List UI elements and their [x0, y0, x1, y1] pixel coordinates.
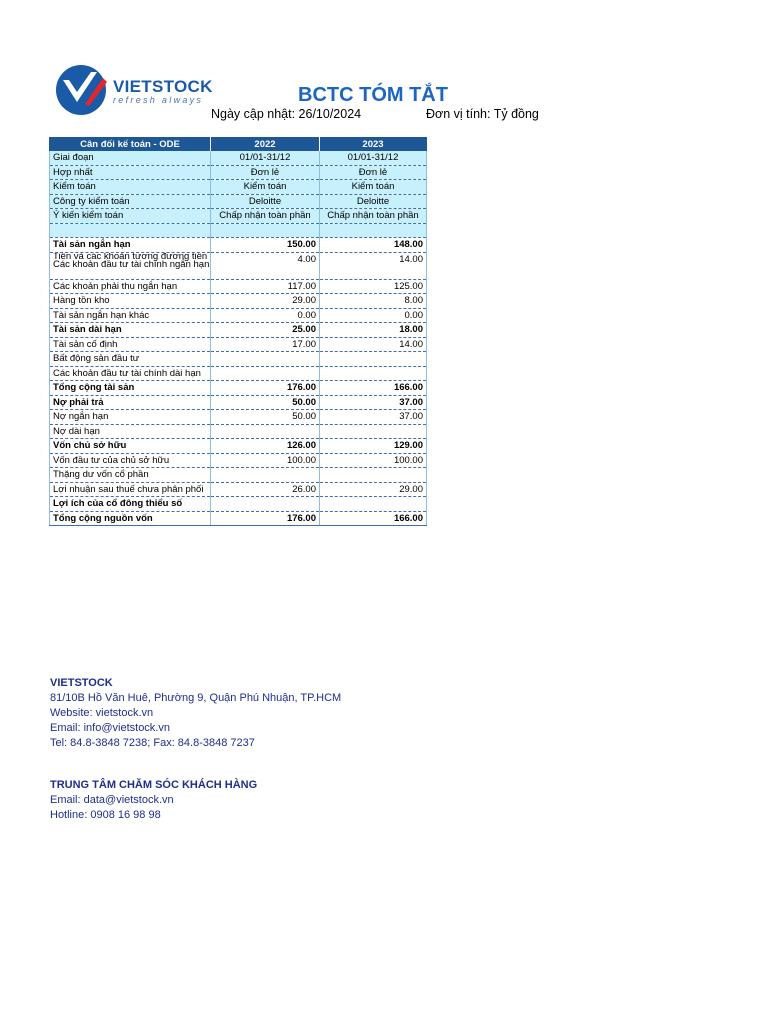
- value-2022: [211, 468, 320, 483]
- row-label: Các khoản đầu tư tài chính dài hạn: [50, 366, 211, 381]
- customer-service-hotline: Hotline: 0908 16 98 98: [50, 809, 161, 821]
- info-value-2023: Đơn lẻ: [320, 165, 427, 180]
- row-label: Tổng cộng nguồn vốn: [50, 511, 211, 526]
- row-label: Tài sản cố định: [50, 337, 211, 352]
- row-label: Các khoản phải thu ngắn hạn: [50, 279, 211, 294]
- row-label: Tiền và các khoản tương đương tiền: [53, 252, 208, 262]
- table-row: [50, 453, 427, 468]
- table-row: [50, 497, 427, 512]
- value-2022: 126.00: [211, 439, 320, 454]
- info-row: [50, 180, 427, 195]
- info-row: [50, 165, 427, 180]
- table-row: [50, 294, 427, 309]
- value-2022: 50.00: [211, 395, 320, 410]
- column-header-2022: 2022: [211, 137, 320, 151]
- table-row: [50, 381, 427, 396]
- value-2022: 100.00: [211, 453, 320, 468]
- info-value-2022: Kiểm toán: [211, 180, 320, 195]
- value-2022: 25.00: [211, 323, 320, 338]
- company-website[interactable]: Website: vietstock.vn: [50, 707, 154, 719]
- table-row: [50, 238, 427, 253]
- customer-service-contact: [50, 778, 257, 823]
- table-row: [50, 482, 427, 497]
- table-row: [50, 337, 427, 352]
- row-label-overlap: Các khoản đầu tư tài chính ngắn hạn: [53, 258, 210, 270]
- column-header-label: Cân đối kế toán - ODE: [50, 137, 211, 151]
- vietstock-logo-icon: [55, 62, 115, 118]
- value-2022: [211, 352, 320, 367]
- value-2022: 4.00: [211, 252, 320, 279]
- value-2023: 18.00: [320, 323, 427, 338]
- logo-tagline: refresh always: [113, 95, 204, 105]
- value-2023: 166.00: [320, 381, 427, 396]
- value-2023: 14.00: [320, 252, 427, 279]
- value-2022: 176.00: [211, 511, 320, 526]
- info-label: Ý kiến kiểm toán: [50, 209, 211, 224]
- value-2023: 148.00: [320, 238, 427, 253]
- table-header-row: [50, 137, 427, 151]
- update-date: Ngày cập nhật: 26/10/2024: [211, 107, 362, 121]
- customer-service-email[interactable]: Email: data@vietstock.vn: [50, 794, 174, 806]
- row-label: Tài sản dài hạn: [50, 323, 211, 338]
- value-2022: 29.00: [211, 294, 320, 309]
- value-2023: [320, 366, 427, 381]
- row-label: Vốn đầu tư của chủ sở hữu: [50, 453, 211, 468]
- value-2023: 100.00: [320, 453, 427, 468]
- table-row: [50, 252, 427, 279]
- value-2023: [320, 468, 427, 483]
- company-contact: [50, 676, 341, 751]
- value-2022: [211, 424, 320, 439]
- value-2022: [211, 497, 320, 512]
- info-row: [50, 151, 427, 165]
- value-2022: 117.00: [211, 279, 320, 294]
- value-2023: 0.00: [320, 308, 427, 323]
- info-value-2023: Deloitte: [320, 194, 427, 209]
- value-2023: 125.00: [320, 279, 427, 294]
- table-row: [50, 395, 427, 410]
- info-value-2022: Chấp nhận toàn phần: [211, 209, 320, 224]
- value-2023: 37.00: [320, 410, 427, 425]
- row-label: Thặng dư vốn cổ phần: [50, 468, 211, 483]
- spacer-row: [50, 223, 427, 238]
- table-row: [50, 323, 427, 338]
- column-header-2023: 2023: [320, 137, 427, 151]
- value-2023: [320, 424, 427, 439]
- unit-label: Đơn vị tính: Tỷ đồng: [426, 107, 539, 121]
- table-row: [50, 308, 427, 323]
- info-label: Giai đoạn: [50, 151, 211, 165]
- row-label: Nợ ngắn hạn: [50, 410, 211, 425]
- value-2023: 14.00: [320, 337, 427, 352]
- table-row: [50, 424, 427, 439]
- info-row: [50, 209, 427, 224]
- value-2023: 166.00: [320, 511, 427, 526]
- table-row: [50, 439, 427, 454]
- row-label: Bất động sản đầu tư: [50, 352, 211, 367]
- row-label: Nợ phải trả: [50, 395, 211, 410]
- info-value-2022: Deloitte: [211, 194, 320, 209]
- table-row: [50, 366, 427, 381]
- value-2023: [320, 497, 427, 512]
- page-title: BCTC TÓM TẮT: [298, 84, 448, 106]
- info-value-2022: 01/01-31/12: [211, 151, 320, 165]
- info-label: Hợp nhất: [50, 165, 211, 180]
- value-2023: 37.00: [320, 395, 427, 410]
- row-label: Tài sản ngắn hạn khác: [50, 308, 211, 323]
- vietstock-logo: [55, 62, 215, 118]
- spacer-cell: [320, 223, 427, 238]
- company-phone: Tel: 84.8-3848 7238; Fax: 84.8-3848 7237: [50, 737, 255, 749]
- value-2022: 0.00: [211, 308, 320, 323]
- value-2022: 150.00: [211, 238, 320, 253]
- info-value-2022: Đơn lẻ: [211, 165, 320, 180]
- value-2023: 129.00: [320, 439, 427, 454]
- logo-text: VIETSTOCK: [113, 77, 213, 96]
- value-2022: [211, 366, 320, 381]
- value-2023: [320, 352, 427, 367]
- row-label: Tài sản ngắn hạn: [50, 238, 211, 253]
- row-label: Lợi nhuận sau thuế chưa phân phối: [50, 482, 211, 497]
- row-label: Tổng cộng tài sản: [50, 381, 211, 396]
- value-2022: 176.00: [211, 381, 320, 396]
- row-label: Hàng tồn kho: [50, 294, 211, 309]
- info-label: Kiểm toán: [50, 180, 211, 195]
- balance-sheet-table: [49, 137, 427, 526]
- value-2023: 8.00: [320, 294, 427, 309]
- row-label: Nợ dài hạn: [50, 424, 211, 439]
- info-value-2023: Chấp nhận toàn phần: [320, 209, 427, 224]
- value-2023: 29.00: [320, 482, 427, 497]
- company-email[interactable]: Email: info@vietstock.vn: [50, 722, 170, 734]
- info-label: Công ty kiểm toán: [50, 194, 211, 209]
- company-name: VIETSTOCK: [50, 677, 113, 689]
- table-row: [50, 352, 427, 367]
- value-2022: 50.00: [211, 410, 320, 425]
- info-row: [50, 194, 427, 209]
- company-address: 81/10B Hồ Văn Huê, Phường 9, Quận Phú Nhuận, TP.HCM: [50, 692, 342, 704]
- value-2022: 17.00: [211, 337, 320, 352]
- row-label: Vốn chủ sở hữu: [50, 439, 211, 454]
- table-row: [50, 410, 427, 425]
- value-2022: 26.00: [211, 482, 320, 497]
- customer-service-title: TRUNG TÂM CHĂM SÓC KHÁCH HÀNG: [50, 779, 258, 791]
- table-row: [50, 468, 427, 483]
- row-label: Lợi ích của cổ đông thiểu số: [50, 497, 211, 512]
- info-value-2023: Kiểm toán: [320, 180, 427, 195]
- info-value-2023: 01/01-31/12: [320, 151, 427, 165]
- table-row: [50, 279, 427, 294]
- spacer-cell: [211, 223, 320, 238]
- row-label-overlapping: [50, 252, 211, 279]
- table-row: [50, 511, 427, 526]
- spacer-cell: [50, 223, 211, 238]
